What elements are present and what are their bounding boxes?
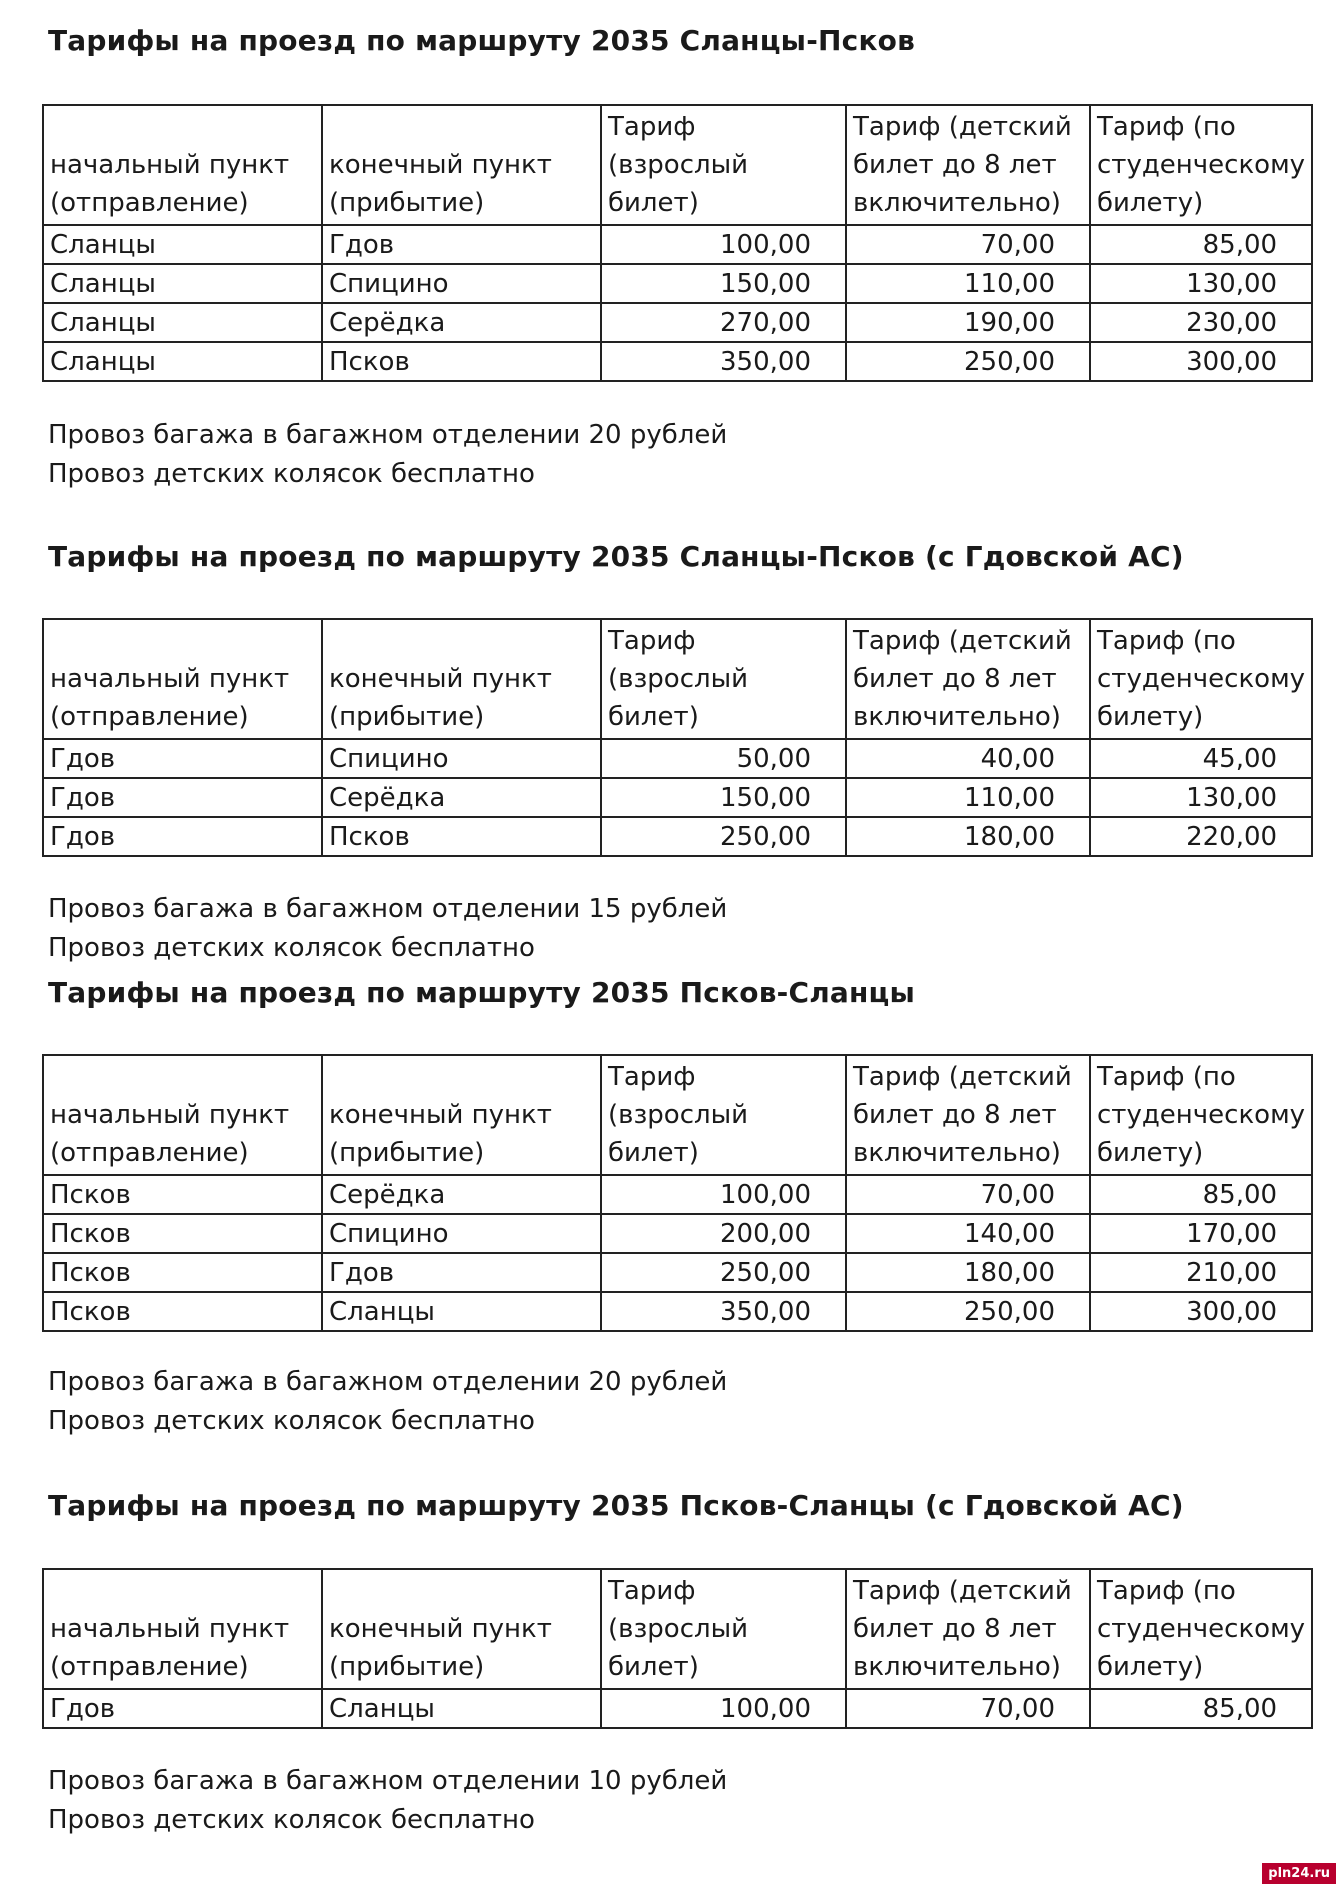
cell-from: Гдов bbox=[43, 817, 322, 856]
cell-adult: 150,00 bbox=[601, 264, 846, 303]
cell-from: Сланцы bbox=[43, 303, 322, 342]
tariff-table bbox=[42, 618, 1313, 857]
table-row bbox=[43, 264, 1312, 303]
cell-adult: 150,00 bbox=[601, 778, 846, 817]
cell-adult: 100,00 bbox=[601, 1175, 846, 1214]
section-title: Тарифы на проезд по маршруту 2035 Псков-Сланцы (с Гдовской АС) bbox=[48, 1489, 1184, 1522]
stroller-note: Провоз детских колясок бесплатно bbox=[48, 1406, 535, 1436]
header-adult: Тариф (взрослый билет) bbox=[601, 1055, 846, 1175]
cell-to: Серёдка bbox=[322, 303, 601, 342]
table-header-row bbox=[43, 1055, 1312, 1175]
cell-to: Гдов bbox=[322, 1253, 601, 1292]
cell-student: 170,00 bbox=[1090, 1214, 1312, 1253]
cell-child: 140,00 bbox=[846, 1214, 1090, 1253]
header-destination: конечный пункт (прибытие) bbox=[322, 619, 601, 739]
header-destination: конечный пункт (прибытие) bbox=[322, 1055, 601, 1175]
cell-to: Псков bbox=[322, 342, 601, 381]
table-row bbox=[43, 1175, 1312, 1214]
cell-child: 70,00 bbox=[846, 1175, 1090, 1214]
table-row bbox=[43, 817, 1312, 856]
baggage-note: Провоз багажа в багажном отделении 15 рублей bbox=[48, 894, 728, 924]
cell-to: Гдов bbox=[322, 225, 601, 264]
cell-adult: 200,00 bbox=[601, 1214, 846, 1253]
header-student: Тариф (по студенческому билету) bbox=[1090, 1055, 1312, 1175]
cell-from: Сланцы bbox=[43, 264, 322, 303]
stroller-note: Провоз детских колясок бесплатно bbox=[48, 459, 535, 489]
cell-from: Псков bbox=[43, 1214, 322, 1253]
cell-to: Серёдка bbox=[322, 778, 601, 817]
header-child: Тариф (детский билет до 8 лет включительно) bbox=[846, 1055, 1090, 1175]
stroller-note: Провоз детских колясок бесплатно bbox=[48, 933, 535, 963]
cell-adult: 350,00 bbox=[601, 342, 846, 381]
header-origin: начальный пункт (отправление) bbox=[43, 1055, 322, 1175]
header-child: Тариф (детский билет до 8 лет включительно) bbox=[846, 619, 1090, 739]
cell-student: 230,00 bbox=[1090, 303, 1312, 342]
table-row bbox=[43, 778, 1312, 817]
cell-from: Сланцы bbox=[43, 342, 322, 381]
tariff-table bbox=[42, 104, 1313, 382]
cell-from: Псков bbox=[43, 1175, 322, 1214]
cell-child: 40,00 bbox=[846, 739, 1090, 778]
header-origin: начальный пункт (отправление) bbox=[43, 619, 322, 739]
cell-student: 130,00 bbox=[1090, 264, 1312, 303]
cell-student: 85,00 bbox=[1090, 1175, 1312, 1214]
cell-from: Гдов bbox=[43, 739, 322, 778]
baggage-note: Провоз багажа в багажном отделении 20 рублей bbox=[48, 420, 728, 450]
watermark-badge: pln24.ru bbox=[1262, 1863, 1336, 1884]
header-adult: Тариф (взрослый билет) bbox=[601, 105, 846, 225]
cell-student: 85,00 bbox=[1090, 225, 1312, 264]
cell-adult: 250,00 bbox=[601, 817, 846, 856]
cell-adult: 100,00 bbox=[601, 1689, 846, 1728]
stroller-note: Провоз детских колясок бесплатно bbox=[48, 1805, 535, 1835]
cell-from: Псков bbox=[43, 1253, 322, 1292]
header-origin: начальный пункт (отправление) bbox=[43, 1569, 322, 1689]
header-child: Тариф (детский билет до 8 лет включительно) bbox=[846, 105, 1090, 225]
cell-student: 300,00 bbox=[1090, 1292, 1312, 1331]
cell-to: Псков bbox=[322, 817, 601, 856]
cell-adult: 100,00 bbox=[601, 225, 846, 264]
cell-to: Спицино bbox=[322, 739, 601, 778]
section-title: Тарифы на проезд по маршруту 2035 Псков-Сланцы bbox=[48, 976, 916, 1009]
header-child: Тариф (детский билет до 8 лет включительно) bbox=[846, 1569, 1090, 1689]
table-row bbox=[43, 1253, 1312, 1292]
cell-to: Серёдка bbox=[322, 1175, 601, 1214]
cell-adult: 270,00 bbox=[601, 303, 846, 342]
table-row bbox=[43, 739, 1312, 778]
header-destination: конечный пункт (прибытие) bbox=[322, 1569, 601, 1689]
cell-student: 300,00 bbox=[1090, 342, 1312, 381]
table-header-row bbox=[43, 619, 1312, 739]
cell-adult: 350,00 bbox=[601, 1292, 846, 1331]
cell-to: Сланцы bbox=[322, 1689, 601, 1728]
table-row bbox=[43, 303, 1312, 342]
header-adult: Тариф (взрослый билет) bbox=[601, 619, 846, 739]
cell-from: Псков bbox=[43, 1292, 322, 1331]
cell-child: 250,00 bbox=[846, 1292, 1090, 1331]
cell-from: Гдов bbox=[43, 1689, 322, 1728]
header-student: Тариф (по студенческому билету) bbox=[1090, 1569, 1312, 1689]
baggage-note: Провоз багажа в багажном отделении 20 рублей bbox=[48, 1367, 728, 1397]
table-row bbox=[43, 1214, 1312, 1253]
header-student: Тариф (по студенческому билету) bbox=[1090, 105, 1312, 225]
cell-child: 70,00 bbox=[846, 225, 1090, 264]
cell-child: 110,00 bbox=[846, 264, 1090, 303]
cell-student: 85,00 bbox=[1090, 1689, 1312, 1728]
cell-to: Сланцы bbox=[322, 1292, 601, 1331]
header-origin: начальный пункт (отправление) bbox=[43, 105, 322, 225]
cell-child: 180,00 bbox=[846, 1253, 1090, 1292]
cell-to: Спицино bbox=[322, 1214, 601, 1253]
table-row bbox=[43, 1689, 1312, 1728]
table-header-row bbox=[43, 1569, 1312, 1689]
cell-adult: 50,00 bbox=[601, 739, 846, 778]
table-header-row bbox=[43, 105, 1312, 225]
cell-child: 190,00 bbox=[846, 303, 1090, 342]
cell-from: Сланцы bbox=[43, 225, 322, 264]
cell-child: 110,00 bbox=[846, 778, 1090, 817]
cell-child: 70,00 bbox=[846, 1689, 1090, 1728]
baggage-note: Провоз багажа в багажном отделении 10 рублей bbox=[48, 1766, 728, 1796]
section-title: Тарифы на проезд по маршруту 2035 Сланцы-Псков (с Гдовской АС) bbox=[48, 540, 1184, 573]
cell-child: 180,00 bbox=[846, 817, 1090, 856]
table-row bbox=[43, 225, 1312, 264]
cell-student: 220,00 bbox=[1090, 817, 1312, 856]
header-destination: конечный пункт (прибытие) bbox=[322, 105, 601, 225]
cell-student: 210,00 bbox=[1090, 1253, 1312, 1292]
table-row bbox=[43, 1292, 1312, 1331]
cell-student: 130,00 bbox=[1090, 778, 1312, 817]
tariff-table bbox=[42, 1568, 1313, 1729]
header-student: Тариф (по студенческому билету) bbox=[1090, 619, 1312, 739]
cell-from: Гдов bbox=[43, 778, 322, 817]
cell-student: 45,00 bbox=[1090, 739, 1312, 778]
header-adult: Тариф (взрослый билет) bbox=[601, 1569, 846, 1689]
section-title: Тарифы на проезд по маршруту 2035 Сланцы-Псков bbox=[48, 24, 916, 57]
cell-adult: 250,00 bbox=[601, 1253, 846, 1292]
cell-child: 250,00 bbox=[846, 342, 1090, 381]
cell-to: Спицино bbox=[322, 264, 601, 303]
tariff-table bbox=[42, 1054, 1313, 1332]
table-row bbox=[43, 342, 1312, 381]
